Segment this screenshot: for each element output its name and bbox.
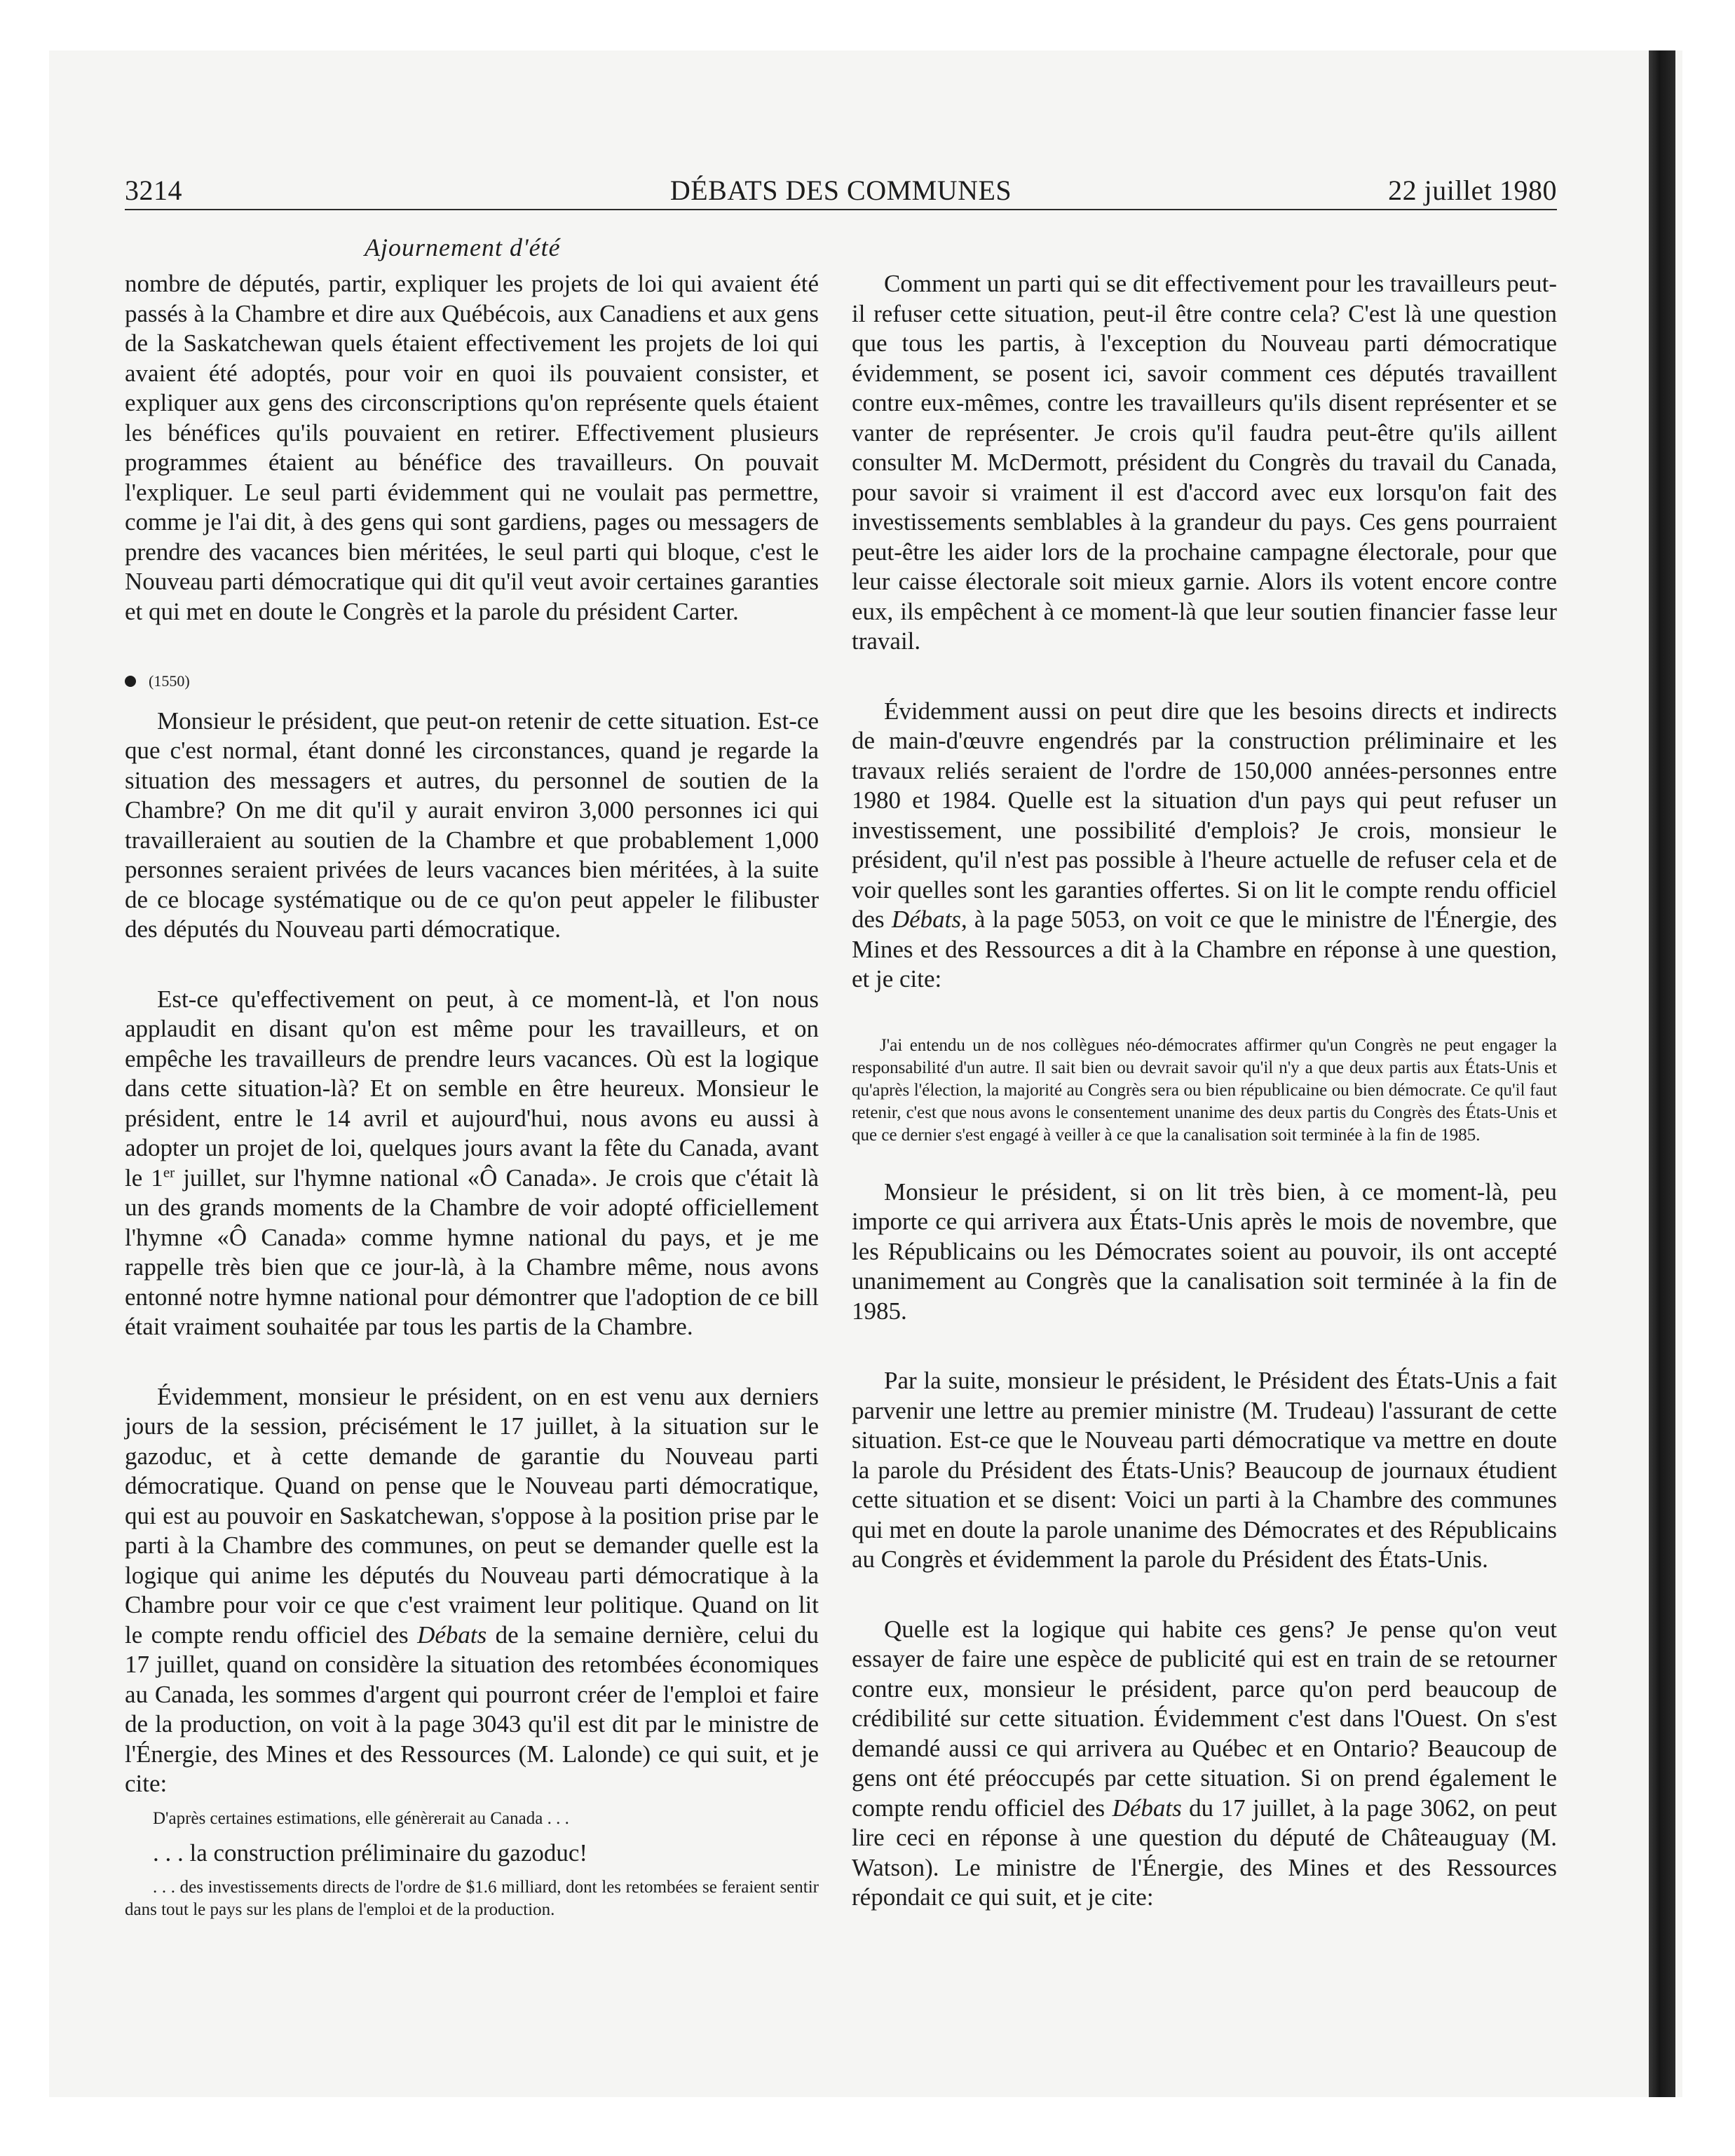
header-rule bbox=[125, 209, 1557, 210]
publication-title: DÉBATS DES COMMUNES bbox=[669, 175, 1012, 206]
block-quote: J'ai entendu un de nos collègues néo-démocrates affirmer qu'un Congrès ne peut engager la responsabilité d'un autre. Il sait bien ou devrait savoir qu'il n'y a que deux partis aux États-Unis et qu'après l'élection, la majorité au Congrès sera ou bien républicaine ou bien démocrate. Ce qu'il faut retenir, c'est que nous avons le consentement unanime des deux partis du Congrès des États-Unis et que ce dernier s'est engagé à veiller à ce que la canalisation soit terminée à la fin de 1985. bbox=[852, 1035, 1557, 1145]
bullet-icon bbox=[125, 676, 136, 687]
header-date: 22 juillet 1980 bbox=[1388, 175, 1557, 206]
scan-edge-bar bbox=[1649, 50, 1675, 2097]
paragraph: Évidemment aussi on peut dire que les besoins directs et indirects de main-d'œuvre engendrés par la construction préliminaire et les travaux reliés seraient de l'ordre de 150,000 années-personnes entre 1980 et 1984. Quelle est la situation d'un pays qui peut refuser un investissement, une possibilité d'emplois? Je crois, monsieur le président, qu'il n'est pas possible à l'heure actuelle de refuser cela et de voir quelles sont les garanties offertes. Si on lit le compte rendu officiel des Débats, à la page 5053, on voit ce que le ministre de l'Énergie, des Mines et des Ressources a dit à la Chambre en réponse à une question, et je cite: bbox=[852, 697, 1558, 992]
page-number: 3214 bbox=[125, 175, 182, 206]
paragraph: Comment un parti qui se dit effectivement pour les travailleurs peut-il refuser cette situation, peut-il être contre cela? C'est là une question que tous les partis, à l'exception du Nouveau parti démocratique évidemment, se posent ici, savoir comment ces députés travaillent contre eux-mêmes, contre les travailleurs qu'ils disent représenter et se vanter de représenter. Je crois qu'il faudra peut-être qu'ils aillent consulter M. McDermott, président du Congrès du travail du Canada, pour savoir si vraiment il est d'accord avec eux lorsqu'on fait des investissements semblables à la grandeur du pays. Ces gens pourraient peut-être les aider lors de la prochaine campagne électorale, pour que leur caisse électorale soit mieux garnie. Alors ils votent encore contre eux, ils empêchent à ce moment-là que leur soutien financier fasse leur travail. bbox=[852, 270, 1557, 655]
paragraph: Par la suite, monsieur le président, le Président des États-Unis a fait parvenir une lettre au premier ministre (M. Trudeau) l'assurant de cette situation. Est-ce que le Nouveau parti démocratique va mettre en doute la parole du Président des États-Unis? Beaucoup de journaux étudient cette situation et se disent: Voici un parti à la Chambre des communes qui met en doute la parole unanime des Démocrates et des Républicains au Congrès et évidemment la parole du Président des États-Unis. bbox=[852, 1367, 1557, 1573]
quote-line: D'après certaines estimations, elle génèrerait au Canada . . . bbox=[153, 1808, 569, 1828]
left-column bbox=[125, 269, 819, 1930]
paragraph: Évidemment, monsieur le président, on en est venu aux derniers jours de la session, précisément le 17 juillet, à la situation sur le gazoduc, et à cette demande de garantie du Nouveau parti démocratique. Quand on pense que le Nouveau parti démocratique, qui est au pouvoir en Saskatchewan, s'oppose à la position prise par le parti à la Chambre des communes, on peut se demander quelle est la logique qui anime les députés du Nouveau parti démocratique à la Chambre pour voir ce que c'est vraiment leur politique. Quand on lit le compte rendu officiel des Débats de la semaine dernière, celui du 17 juillet, quand on considère la situation des retombées économiques au Canada, les sommes d'argent qui pourront créer de l'emploi et faire de la production, on voit à la page 3043 qu'il est dit par le ministre de l'Énergie, des Mines et des Ressources (M. Lalonde) ce qui suit, et je cite: bbox=[125, 1382, 819, 1797]
time-marker-label: (1550) bbox=[149, 672, 190, 690]
paragraph: Monsieur le président, si on lit très bien, à ce moment-là, peu importe ce qui arrivera aux États-Unis après le mois de novembre, que les Républicains ou les Démocrates soient au pouvoir, ils ont accepté unanimement au Congrès que la canalisation soit terminée à la fin de 1985. bbox=[852, 1178, 1557, 1325]
paragraph: Monsieur le président, que peut-on retenir de cette situation. Est-ce que c'est normal, étant donné les circonstances, quand je regarde la situation des messagers et autres, du personnel de soutien de la Chambre? On me dit qu'il y aurait environ 3,000 personnes ici qui travailleraient au soutien de la Chambre et que probablement 1,000 personnes seraient privées de leurs vacances bien méritées, à la suite de ce blocage systématique ou de ce qu'on peut appeler le filibuster des députés du Nouveau parti démocratique. bbox=[125, 707, 819, 943]
paragraph: nombre de députés, partir, expliquer les projets de loi qui avaient été passés à la Chambre et dire aux Québécois, aux Canadiens et aux gens de la Saskatchewan quels étaient effectivement les projets de loi qui avaient été adoptés, pour voir en quoi ils pouvaient consister, et expliquer aux gens des circonscriptions qu'on représente quels étaient les bénéfices qu'ils pouvaient en retirer. Effectivement plusieurs programmes étaient au bénéfice des travailleurs. On pouvait l'expliquer. Le seul parti évidemment qui ne voulait pas permettre, comme je l'ai dit, à des gens qui sont gardiens, pages ou messagers de prendre des vacances bien méritées, le seul parti qui bloque, c'est le Nouveau parti démocratique qui dit qu'il veut avoir certaines garanties et qui met en doute le Congrès et la parole du président Carter. bbox=[125, 270, 819, 625]
paragraph: Quelle est la logique qui habite ces gens? Je pense qu'on veut essayer de faire une espèce de publicité qui est en train de se retourner contre eux, monsieur le président, parce qu'on perd beaucoup de crédibilité sur cette situation. Évidemment c'est dans l'Ouest. On s'est demandé aussi ce qui arrivera au Québec et en Ontario? Beaucoup de gens ont été préoccupés par cette situation. Si on prend également le compte rendu officiel des Débats du 17 juillet, à la page 3062, on peut lire ceci en réponse à une question du député de Châteauguay (M. Watson). Le ministre de l'Énergie, des Mines et des Ressources répondait ce qui suit, et je cite: bbox=[852, 1615, 1557, 1911]
time-marker bbox=[125, 667, 819, 697]
quote-line: . . . la construction préliminaire du gazoduc! bbox=[153, 1838, 588, 1867]
paragraph: Est-ce qu'effectivement on peut, à ce moment-là, et l'on nous applaudit en disant qu'on est même pour les travailleurs, et on empêche les travailleurs de prendre leurs vacances. Où est la logique dans cette situation-là? Et on semble en être heureux. Monsieur le président, entre le 14 avril et aujourd'hui, nous avons eu aussi à adopter un projet de loi, quelques jours avant la fête du Canada, avant le 1er juillet, sur l'hymne national «Ô Canada». Je crois que c'était là un des grands moments de la Chambre de voir adopté officiellement l'hymne «Ô Canada» comme hymne national du pays, et je me rappelle très bien que ce jour-là, à la Chambre même, nous avons entonné notre hymne national pour démontrer que l'adoption de ce bill était vraiment souhaitée par tous les partis de la Chambre. bbox=[125, 985, 819, 1340]
quote-line: . . . des investissements directs de l'ordre de $1.6 milliard, dont les retombées se feraient sentir dans tout le pays sur les plans de l'emploi et de la production. bbox=[125, 1878, 819, 1919]
right-column bbox=[852, 269, 1557, 1953]
section-title: Ajournement d'été bbox=[365, 233, 561, 261]
